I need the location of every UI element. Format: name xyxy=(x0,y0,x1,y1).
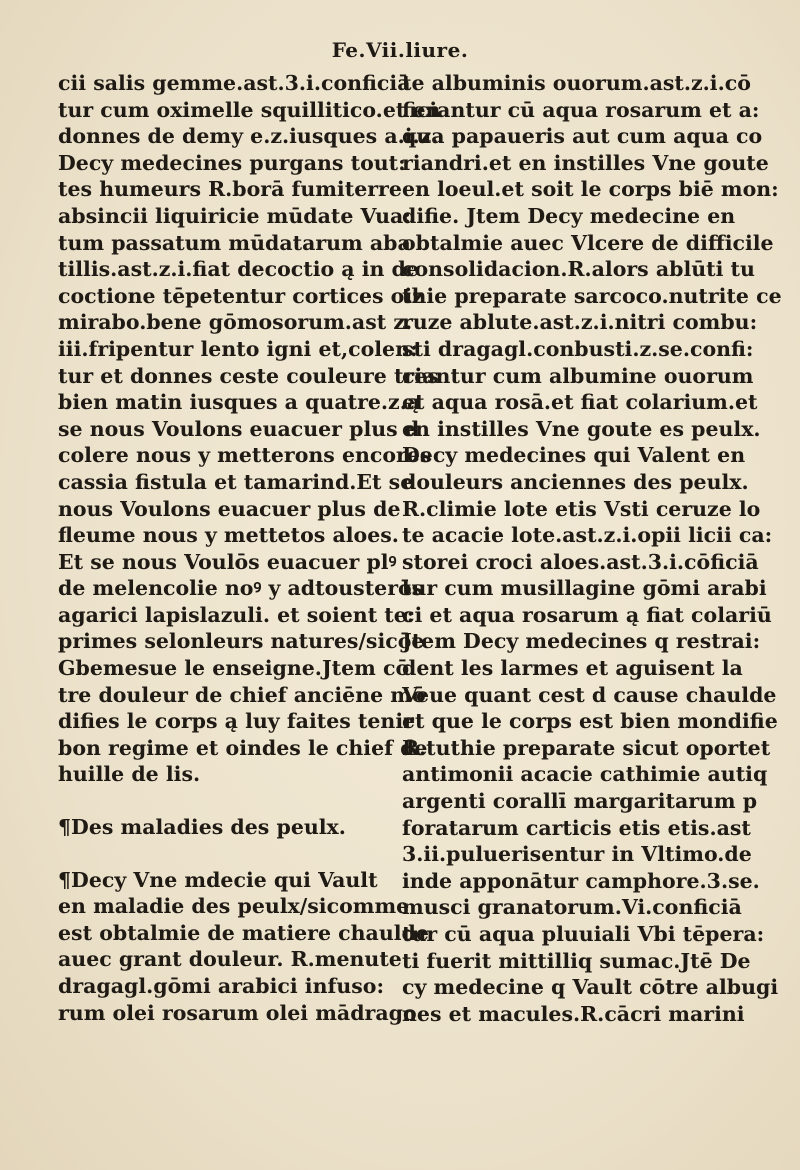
text-line-content: Veue quant cest d cause chaulde xyxy=(402,682,777,707)
text-line-content: argenti corallī margaritarum p xyxy=(402,789,758,814)
text-line-content: tur cum musillagine gōmi arabi xyxy=(402,576,767,601)
text-line-content: difie. Jtem Decy medecine en xyxy=(402,203,736,228)
text-line xyxy=(58,416,420,443)
text-line-content: tre douleur de chief anciēne mō xyxy=(58,682,426,707)
text-line-content: nous Voulons euacuer plus de xyxy=(58,496,401,521)
text-line xyxy=(58,549,397,576)
text-line-content: et aqua rosā.et fiat colarium.et xyxy=(402,390,758,415)
text-line xyxy=(58,1000,417,1027)
text-line xyxy=(402,283,782,310)
text-line xyxy=(58,309,413,336)
text-line xyxy=(402,469,749,496)
text-line-content: antimonii acacie cathimie autiq xyxy=(402,762,768,787)
text-line-content: sti dragagl.conbusti.z.se.confi: xyxy=(402,336,754,361)
text-line xyxy=(402,761,768,788)
text-line xyxy=(58,176,402,203)
text-line-content: te albuminis ouorum.ast.z.i.cō xyxy=(402,71,751,95)
text-line xyxy=(402,203,738,230)
text-line-content: se nous Voulons euacuer plus d xyxy=(58,416,420,441)
text-line xyxy=(58,682,426,709)
text-line-content: foratarum carticis etis etis.ast xyxy=(402,815,751,840)
text-line-content: bon regime et oindes le chief de xyxy=(58,735,428,760)
text-line xyxy=(58,389,421,416)
text-line-content: difies le corps ą luy faites tenir xyxy=(58,709,414,734)
right-column xyxy=(402,70,782,1027)
text-line xyxy=(58,283,424,310)
text-line xyxy=(58,628,425,655)
text-line-content: bien matin iusques a quatre.z.ą xyxy=(58,390,421,415)
left-paragraph-1 xyxy=(58,70,441,788)
text-line-content: coctione tēpetentur cortices oiz xyxy=(58,283,424,308)
text-line xyxy=(402,788,758,815)
text-line xyxy=(58,256,419,283)
text-line-content: dent les larmes et aguisent la xyxy=(402,656,743,681)
text-line-content: donnes de demy e.z.iusques a.i.z. xyxy=(58,124,439,149)
text-line xyxy=(58,150,406,177)
text-line-content: en maladie des peulx/sicomme xyxy=(58,894,410,919)
text-line-content: dragagl.gōmi arabici infuso: xyxy=(58,974,385,998)
text-line xyxy=(402,841,752,868)
text-line-content: inde apponātur camphore.3.se. xyxy=(402,868,760,893)
text-line xyxy=(402,894,742,921)
text-line xyxy=(58,893,410,920)
text-line xyxy=(58,973,388,1000)
text-line xyxy=(58,575,424,602)
text-line-content: cy medecine q Vault cōtre albugi xyxy=(402,975,779,1000)
text-line-content: en loeul.et soit le corps biē mon: xyxy=(402,177,779,202)
text-line xyxy=(402,921,765,948)
text-line xyxy=(58,735,428,762)
text-line-content: agarici lapislazuli. et soient te: xyxy=(58,602,415,627)
text-line-content: tur et donnes ceste couleure tres xyxy=(58,363,439,388)
text-line xyxy=(402,682,777,709)
text-line-content: huille de lis. xyxy=(58,762,201,787)
text-line-content: en instilles Vne goute es peulx. xyxy=(402,416,761,441)
running-head: Fe.Vii.liure. xyxy=(331,38,469,62)
text-line xyxy=(402,389,758,416)
text-line xyxy=(58,920,429,947)
text-line xyxy=(402,602,772,629)
text-line-content: colere nous y metterons encores xyxy=(58,443,432,468)
section-heading-text: Des maladies des peulx. xyxy=(71,815,346,840)
text-line-content: cassia fistula et tamarind.Et se xyxy=(58,469,414,494)
text-line xyxy=(402,150,769,177)
text-line xyxy=(402,974,779,1001)
text-line-content: R.climie lote etis Vsti ceruze lo xyxy=(402,496,761,521)
text-line-content: douleurs anciennes des peulx. xyxy=(402,469,749,494)
text-line-content: Decy Vne mdecie qui Vault xyxy=(71,867,378,892)
left-paragraph-2 xyxy=(58,867,429,1027)
text-line-content: te acacie lote.ast.z.i.opii licii ca: xyxy=(402,523,773,548)
text-line-content: obtalmie auec Vlcere de difficile xyxy=(402,230,774,255)
text-line xyxy=(402,522,773,549)
text-line-content: ruze ablute.ast.z.i.nitri combu: xyxy=(402,310,758,335)
text-line xyxy=(58,496,401,523)
text-line xyxy=(58,363,439,390)
text-line-content: Decy medecines purgans tout: xyxy=(58,150,406,175)
pilcrow-icon: ¶ xyxy=(58,867,72,892)
text-line-content: ti fuerit mittilliq sumac.Jtē De xyxy=(402,948,751,973)
text-line xyxy=(402,442,746,469)
text-line-content: riandri.et en instilles Vne goute xyxy=(402,150,769,175)
text-line-content: et que le corps est bien mondifie xyxy=(402,709,778,734)
text-line xyxy=(402,1001,745,1028)
text-line-content: R.tuthie preparate sicut oportet xyxy=(402,735,771,760)
text-line xyxy=(402,416,761,443)
text-line xyxy=(58,203,411,230)
paragraph-gap xyxy=(58,788,388,814)
text-line-content: thie preparate sarcoco.nutrite ce xyxy=(402,283,782,308)
text-line-content: consolidacion.R.alors ablūti tu xyxy=(402,257,755,282)
text-line xyxy=(402,336,754,363)
text-line xyxy=(402,176,779,203)
text-line-content: tur cum oximelle squillitico.et en xyxy=(58,97,441,122)
text-line-content: fleume nous y mettetos aloes. xyxy=(58,523,399,548)
text-line xyxy=(58,97,441,124)
pilcrow-icon: ¶ xyxy=(58,815,72,840)
left-column xyxy=(58,70,441,1026)
text-line xyxy=(402,708,778,735)
text-line xyxy=(402,868,760,895)
text-line-content: Gbemesue le enseigne.Jtem cō xyxy=(58,656,410,681)
text-line-content: tillis.ast.z.i.fiat decoctio ą in de xyxy=(58,257,419,282)
text-line xyxy=(402,655,743,682)
text-line-content: de melencolie noꝰ y adtousterōs xyxy=(58,576,424,601)
text-line-content: 3.ii.puluerisentur in Vltimo.de xyxy=(402,842,752,867)
text-line xyxy=(58,708,414,735)
text-line-content: iii.fripentur lento igni et,colen: xyxy=(58,336,418,361)
text-line-content: tum passatum mūdatarum aba xyxy=(58,230,411,255)
right-paragraph-1 xyxy=(402,70,782,1027)
text-line xyxy=(402,230,774,257)
text-line-content: tur cū aqua pluuiali Vbi tēpera: xyxy=(402,922,765,946)
text-line-content: Et se nous Voulōs euacuer plꝰ xyxy=(58,549,397,574)
text-line xyxy=(58,442,432,469)
text-line xyxy=(402,363,754,390)
text-line-content: ciantur cum albumine ouorum xyxy=(402,363,754,388)
text-line-content: nes et macules.R.cācri marini xyxy=(402,1001,745,1026)
text-line xyxy=(402,735,771,762)
text-line-content: mirabo.bene gōmosorum.ast z. xyxy=(58,310,413,335)
text-line xyxy=(402,256,755,283)
text-line-content: absincii liquiricie mūdate Vua: xyxy=(58,203,411,228)
text-line-content: ci et aqua rosarum ą fiat colariū xyxy=(402,602,772,627)
text-line xyxy=(58,469,414,496)
text-line-content: qua papaueris aut cum aqua co xyxy=(402,124,763,149)
text-line-content: Jtem Decy medecines q restrai: xyxy=(402,629,761,654)
text-line xyxy=(402,309,758,336)
text-line xyxy=(402,948,751,975)
text-line-content: auec grant douleur. R.menute xyxy=(58,947,402,972)
text-line xyxy=(402,815,751,842)
text-line xyxy=(402,549,759,576)
text-line-content: cii salis gemme.ast.3.i.conficiā xyxy=(58,71,411,95)
text-line xyxy=(58,867,388,894)
text-line xyxy=(402,97,760,124)
text-line xyxy=(402,123,763,150)
text-line xyxy=(58,761,388,788)
text-line-content: musci granatorum.Vi.conficiā xyxy=(402,895,742,920)
text-line xyxy=(58,522,399,549)
text-line-content: storei croci aloes.ast.3.i.cōficiā xyxy=(402,549,759,574)
text-line xyxy=(58,946,402,973)
text-line-content: est obtalmie de matiere chaulde xyxy=(58,920,429,945)
text-line xyxy=(58,70,411,97)
text-line xyxy=(58,123,439,150)
text-line-content: tes humeurs R.borā fumiterre xyxy=(58,177,402,202)
text-line xyxy=(402,496,761,523)
text-line xyxy=(58,336,418,363)
text-line-content: ficiantur cū aqua rosarum et a: xyxy=(402,97,760,122)
text-line xyxy=(402,70,751,97)
text-line xyxy=(58,230,411,257)
text-line xyxy=(58,655,410,682)
paragraph-gap xyxy=(58,841,388,867)
text-line xyxy=(402,628,761,655)
text-line-content: Decy medecines qui Valent en xyxy=(402,443,746,468)
section-heading xyxy=(58,814,388,841)
text-line xyxy=(58,602,415,629)
text-line xyxy=(402,575,767,602)
text-line-content: primes selonleurs natures/sicōe xyxy=(58,629,425,654)
text-line-content: rum olei rosarum olei mādrago xyxy=(58,1000,417,1025)
